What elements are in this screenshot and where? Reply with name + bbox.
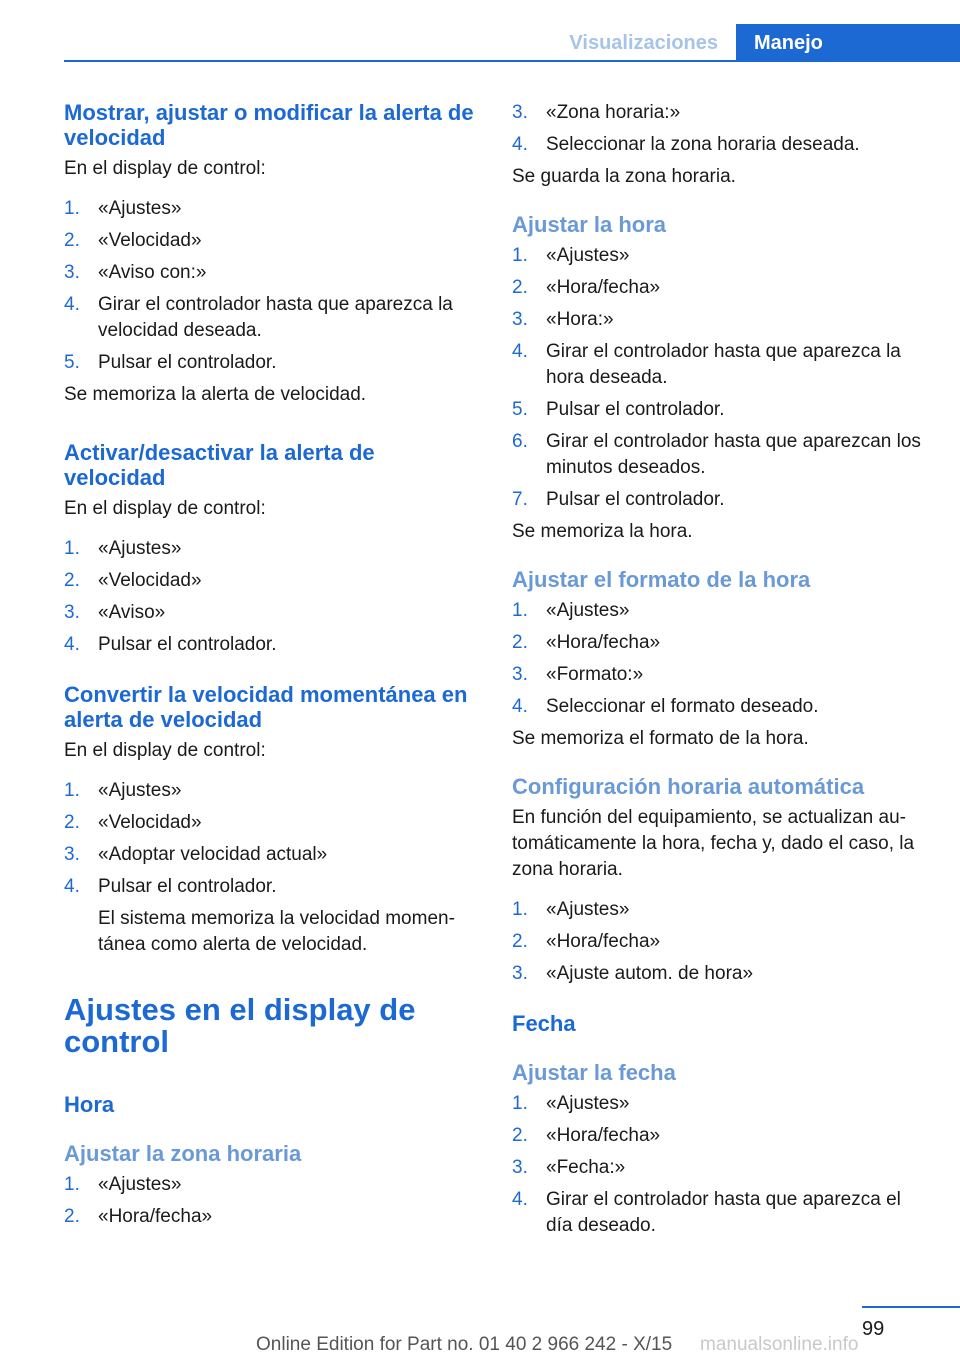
list-item [64,778,482,804]
step-text: «Velocidad» [98,570,202,591]
list-item [512,897,932,923]
step-text: «Adoptar velocidad actual» [98,844,328,865]
step-text: «Hora/fecha» [98,1206,213,1227]
list-item [64,350,482,376]
intro-text: En el display de control: [64,158,266,179]
section-title-ajustar-fecha: Ajustar la fecha [512,1060,676,1085]
step-text: «Ajustes» [546,1093,630,1114]
section-title-activar-alerta: Activar/desactivar la alerta de velocidad [64,440,375,490]
step-number: 3. [512,102,528,123]
result-text: Se memoriza la alerta de velocidad. [64,384,367,405]
list-item [512,662,932,688]
step-number: 7. [512,489,528,510]
step-number: 2. [64,1206,80,1227]
footer-rule [862,1306,960,1308]
step-text: «Fecha:» [546,1157,626,1178]
step-text: Seleccionar la zona horaria deseada. [546,134,860,155]
step-text: «Ajustes» [98,538,182,559]
step-text: «Ajustes» [98,1174,182,1195]
step-number: 3. [64,262,80,283]
step-number: 1. [64,538,80,559]
result-text: Se memoriza la hora. [512,521,693,542]
step-number: 1. [512,899,528,920]
step-text: «Hora/fecha» [546,931,661,952]
section-title-hora: Hora [64,1092,115,1117]
step-number: 1. [64,198,80,219]
section-title-ajustar-hora: Ajustar la hora [512,212,667,237]
list-item [64,568,482,594]
step-text: «Ajustes» [546,899,630,920]
section-title-configuracion-automatica: Configuración horaria automática [512,774,865,799]
section-title-mostrar-alerta: Mostrar, ajustar o modificar la alerta de velocidad [64,100,474,150]
list-item [512,1091,932,1117]
list-item [64,196,482,222]
step-number: 1. [512,1093,528,1114]
step-text: «Ajustes» [546,245,630,266]
list-item [512,1155,932,1181]
list-item [64,842,482,868]
list-item [512,961,932,987]
step-text: Girar el controlador hasta que aparezcan los minutos deseados. [546,431,921,478]
list-item [512,429,932,481]
list-item [64,536,482,562]
list-item [512,929,932,955]
list-item [64,1172,482,1198]
intro-text: En el display de control: [64,498,266,519]
step-number: 1. [64,1174,80,1195]
step-number: 4. [64,876,80,897]
list-item [512,1187,932,1239]
steps-list [64,778,482,958]
step-text: «Ajustes» [546,600,630,621]
list-item [512,275,932,301]
list-item [512,598,932,624]
step-number: 1. [64,780,80,801]
intro-text: En el display de control: [64,740,266,761]
steps-list [512,1091,932,1239]
body-text: En función del equipamiento, se actualizan au‐tomáticamente la hora, fecha y, dado el caso, la zona horaria. [512,807,915,880]
step-number: 4. [64,634,80,655]
step-number: 6. [512,431,528,452]
left-column [64,100,482,1236]
step-text: «Aviso» [98,602,166,623]
list-item [512,630,932,656]
section-title-fecha: Fecha [512,1011,576,1036]
step-number: 5. [64,352,80,373]
steps-list [512,100,932,158]
list-item [64,632,482,658]
step-text: Girar el controlador hasta que aparezca el día deseado. [546,1189,901,1236]
steps-list [512,897,932,987]
page-number: 99 [862,1318,885,1340]
step-number: 3. [64,844,80,865]
list-item [512,243,932,269]
step-number: 1. [512,600,528,621]
step-text: Seleccionar el formato deseado. [546,696,819,717]
list-item [64,260,482,286]
step-number: 4. [512,1189,528,1210]
step-number: 3. [512,309,528,330]
list-item [512,132,932,158]
step-text: Girar el controlador hasta que aparezca la hora deseada. [546,341,901,388]
step-number: 3. [512,963,528,984]
step-text: «Hora/fecha» [546,277,661,298]
step-number: 3. [64,602,80,623]
step-number: 1. [512,245,528,266]
list-item [64,874,482,958]
step-text: «Zona horaria:» [546,102,681,123]
step-text: «Aviso con:» [98,262,207,283]
list-item [512,339,932,391]
tab-visualizaciones[interactable]: Visualizaciones [569,32,718,54]
step-text: «Hora/fecha» [546,632,661,653]
step-text: «Ajustes» [98,198,182,219]
step-number: 4. [512,341,528,362]
step-number: 3. [512,1157,528,1178]
step-number: 2. [512,931,528,952]
right-column [512,100,932,1245]
list-item [64,600,482,626]
step-text: «Velocidad» [98,812,202,833]
step-text: «Hora:» [546,309,614,330]
result-text: Se guarda la zona horaria. [512,166,736,187]
step-text: Pulsar el controlador. [546,399,725,420]
step-number: 4. [512,696,528,717]
step-number: 2. [64,230,80,251]
step-number: 3. [512,664,528,685]
list-item [64,810,482,836]
list-item [512,1123,932,1149]
list-item [512,307,932,333]
list-item [64,228,482,254]
tab-manejo[interactable]: Manejo [736,24,960,62]
step-number: 4. [64,294,80,315]
steps-list [64,196,482,376]
step-text: «Ajustes» [98,780,182,801]
list-item [512,694,932,720]
list-item [64,292,482,344]
section-title-zona-horaria: Ajustar la zona horaria [64,1141,302,1166]
list-item [512,100,932,126]
list-item [512,487,932,513]
step-number: 5. [512,399,528,420]
step-note: El sistema memoriza la velocidad momen‐tánea como alerta de velocidad. [98,908,455,955]
watermark: manualsonline.info [700,1334,859,1355]
step-text: «Formato:» [546,664,644,685]
step-text: Girar el controlador hasta que aparezca la velocidad deseada. [98,294,453,341]
steps-list [512,243,932,513]
steps-list [64,536,482,658]
section-title-formato-hora: Ajustar el formato de la hora [512,567,811,592]
step-text: Pulsar el controlador. [98,634,277,655]
list-item [64,1204,482,1230]
step-number: 2. [64,570,80,591]
step-text: «Velocidad» [98,230,202,251]
step-text: «Ajuste autom. de hora» [546,963,754,984]
step-text: Pulsar el controlador. [98,352,277,373]
step-number: 4. [512,134,528,155]
result-text: Se memoriza el formato de la hora. [512,728,809,749]
list-item [512,397,932,423]
step-number: 2. [512,1125,528,1146]
step-number: 2. [512,632,528,653]
step-number: 2. [64,812,80,833]
steps-list [64,1172,482,1230]
steps-list [512,598,932,720]
section-title-convertir-velocidad: Convertir la velocidad momentánea en alerta de velocidad [64,682,468,732]
step-text: Pulsar el controlador. [546,489,725,510]
step-text: Pulsar el controlador. [98,876,277,897]
chapter-title: Ajustes en el display de control [64,992,416,1059]
step-number: 2. [512,277,528,298]
edition-text: Online Edition for Part no. 01 40 2 966 242 - X/15 [256,1334,673,1355]
step-text: «Hora/fecha» [546,1125,661,1146]
header-rule [64,60,960,62]
